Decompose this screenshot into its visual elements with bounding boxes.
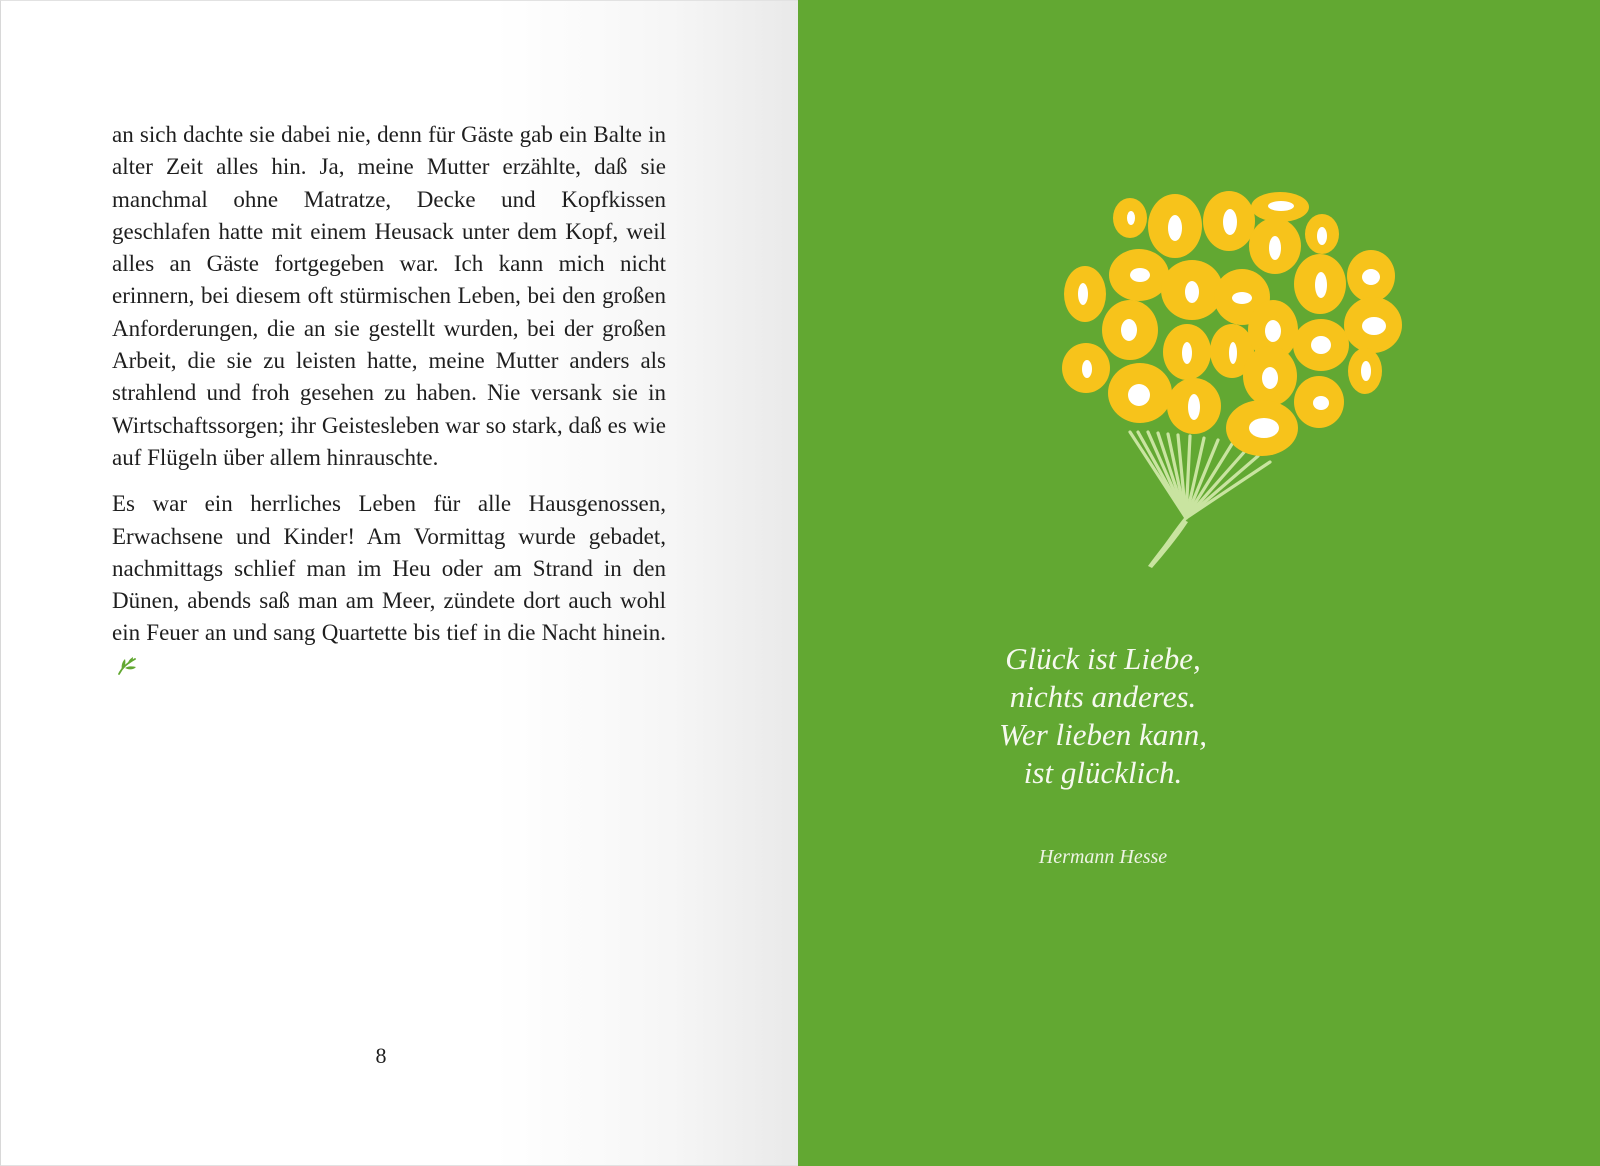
left-page	[0, 0, 798, 1166]
quote-line-1: Glück ist Liebe,	[1005, 641, 1201, 676]
quote-line-3: Wer lieben kann,	[998, 717, 1208, 752]
quote-line-4: ist glücklich.	[1023, 755, 1183, 790]
body-text	[112, 119, 666, 696]
paragraph-2-text: Es war ein herrliches Leben für alle Hausgenossen, Erwachsene und Kinder! Am Vormittag wurde gebadet, nachmittags schlief man im Heu oder am Strand in den Dünen, abends saß man am Meer, zündete dort auch wohl ein Feuer an und sang Quartette bis tief in die Nacht hinein.	[112, 491, 666, 646]
right-page	[798, 0, 1600, 1166]
quote-author: Hermann Hesse	[1038, 846, 1168, 868]
page-number: 8	[375, 1043, 387, 1068]
leaf-icon	[116, 656, 138, 676]
paragraph-1: an sich dachte sie dabei nie, denn für Gäste gab ein Balte in alter Zeit alles hin. Ja, meine Mutter erzählte, daß sie manchmal ohne Matratze, Decke und Kopfkissen geschlafen hatte mit einem Heusack unter dem Kopf, weil alles an Gäste fortgegeben war. Ich kann mich nicht erinnern, bei diesem oft stürmischen Leben, bei den großen Anforderungen, die an sie gestellt wurden, bei der großen Arbeit, die sie zu leisten hatte, meine Mutter anders als strahlend und froh gesehen zu haben. Nie versank sie in Wirtschaftssorgen; ihr Geistesleben war so stark, daß es wie auf Flügeln über allem hinrauschte.	[112, 122, 666, 470]
yellow-flower-umbel-icon	[1058, 188, 1438, 588]
quote-line-2: nichts anderes.	[1009, 679, 1197, 714]
paragraph-2	[112, 488, 666, 682]
quote	[798, 640, 1408, 792]
